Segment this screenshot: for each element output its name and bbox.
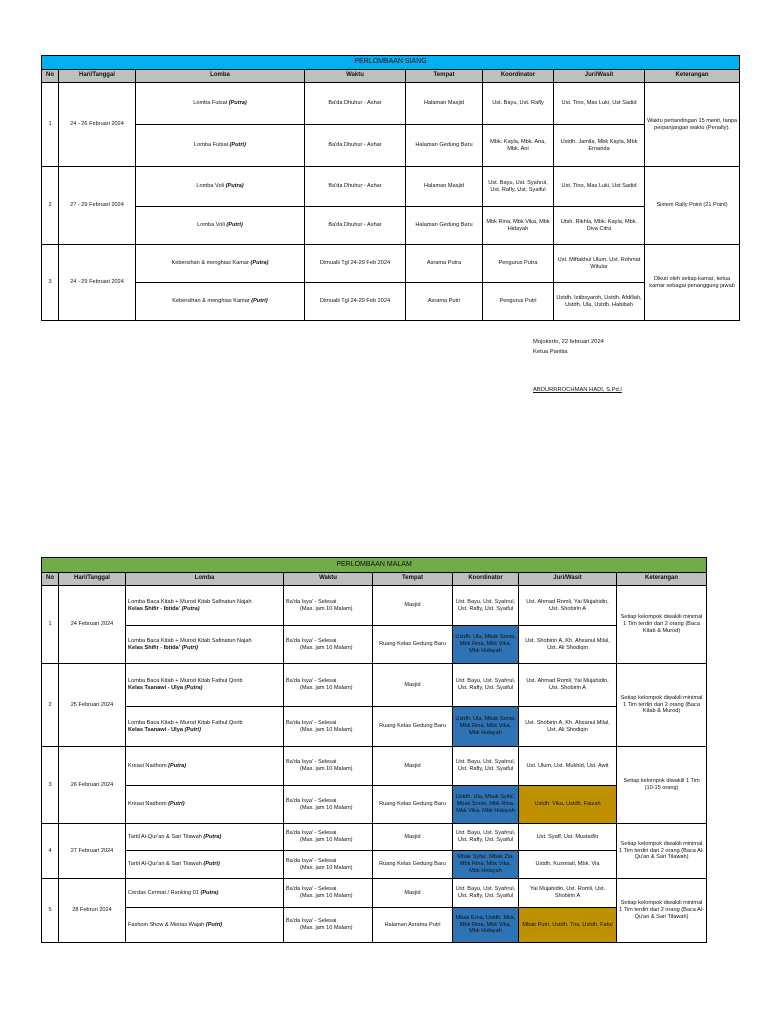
column-header: Lomba xyxy=(126,573,284,586)
row-number: 5 xyxy=(42,879,59,943)
lomba-cell xyxy=(136,125,305,167)
lomba-name: Fashoin Show & Merias Wajah xyxy=(128,921,206,928)
lomba-name: Lomba Baca Kitab + Murod Kitab Fathul Qorib xyxy=(128,678,243,685)
waktu-note: (Max. jam 10 Malam) xyxy=(300,726,353,733)
column-header: Keterangan xyxy=(645,70,740,83)
row-number: 2 xyxy=(42,167,59,245)
waktu-text: Ba'da Dhuhur - Ashar xyxy=(328,142,382,149)
signature-place-date: Mojokerto, 22 februari 2024 xyxy=(533,339,604,345)
lomba-kelas: Kelas Shifir - Ibtida' xyxy=(128,605,182,612)
signature-name: ABDURRROCHMAN HADI, S.Pd.I xyxy=(533,387,622,393)
lomba-kelas: Kelas Shifir - Ibtida' xyxy=(128,644,182,651)
column-header: No xyxy=(42,70,59,83)
column-header: Lomba xyxy=(136,70,305,83)
waktu-text: Dimualii Tgl 24-29 Feb 2024 xyxy=(319,260,391,267)
koordinator-cell: Mbak Syifa', Mbak Zia, Mbk Rina, Mbk Vika, Mbk Hidayah xyxy=(453,851,519,879)
waktu-text: Ba'da Isya' - Selesai xyxy=(286,857,337,864)
waktu-cell xyxy=(305,83,406,125)
table-row xyxy=(42,83,740,125)
lomba-name: Cerdas Cermat / Ranking 01 xyxy=(128,889,201,896)
koordinator-cell: Ustdh. Ula, Mbak Syifa', Mbak Sonia, Mbk Rina, Mbk Vika, Mbk Hidayah xyxy=(453,786,519,824)
juri-cell: Ust. Ahmad Romli, Yai Mujahidin, Ust. Shobirin A xyxy=(519,664,617,707)
tempat-cell: Masjid xyxy=(373,664,453,707)
waktu-text: Ba'da Isya' - Selesai xyxy=(286,886,337,893)
row-number: 1 xyxy=(42,83,59,167)
table-row xyxy=(42,747,707,786)
column-header: Tempat xyxy=(406,70,483,83)
lomba-tag: (Putri) xyxy=(184,726,201,733)
table-row xyxy=(42,851,707,879)
signature-role: Ketua Panitia xyxy=(533,349,568,355)
lomba-cell xyxy=(126,747,284,786)
juri-cell: Ustdh. Istibsyaroh, Ustdh. Afdillah, Ustdh. Ula, Ustdh. Habibah xyxy=(554,283,645,321)
lomba-cell xyxy=(126,908,284,943)
table-row xyxy=(42,245,740,283)
juri-cell: Ust. Syaff, Ust. Mustaďin xyxy=(519,824,617,851)
lomba-tag: (Putra) xyxy=(200,889,219,896)
juri-cell: Yai Mujahidin, Ust. Romli, Ust. Shobirin A xyxy=(519,879,617,908)
waktu-cell xyxy=(284,626,373,664)
table-row xyxy=(42,664,707,707)
lomba-name: Lomba Baca Kitab + Murod Kitab Fathul Qorib xyxy=(128,719,243,726)
lomba-tag: (Putra) xyxy=(203,833,222,840)
lomba-name: Lomba Voli xyxy=(196,183,226,190)
table-row xyxy=(42,125,740,167)
waktu-note: (Max. jam 10 Malam) xyxy=(300,804,353,811)
column-header: Juri/Wasit xyxy=(554,70,645,83)
waktu-cell xyxy=(284,707,373,747)
lomba-cell xyxy=(126,851,284,879)
lomba-tag: (Putri) xyxy=(168,801,185,808)
keterangan-cell: Setiap kelompok diwakili minimal 1 Tim terdiri dari 2 orang (Baca Al-Qu'an & Sari Tilawah) xyxy=(617,879,707,943)
row-number: 4 xyxy=(42,824,59,879)
lomba-kelas: Kelas Tsanawi - Ulya xyxy=(128,726,185,733)
lomba-name: Tartil Al-Qur'an & Sari Tilawah xyxy=(128,833,204,840)
koordinator-cell: Ust. Bayu, Ust. Syahrul, Ust. Rafly, Ust. Syaiful xyxy=(453,824,519,851)
column-header: Juri/Wasit xyxy=(519,573,617,586)
waktu-cell xyxy=(284,664,373,707)
koordinator-cell: Ustdh. Ula, Mbak Sonia, Mbk Rina, Mbk Vika, Mbk Hidayah xyxy=(453,707,519,747)
koordinator-cell: Mbk Rina, Mbk Vika, Mbk Hidayah xyxy=(483,207,554,245)
lomba-name: Kebersihan & menghias Kamar xyxy=(172,298,252,305)
lomba-cell xyxy=(126,586,284,626)
tempat-cell: Halaman Gedung Baru xyxy=(406,125,483,167)
waktu-cell xyxy=(284,824,373,851)
waktu-cell xyxy=(305,125,406,167)
lomba-tag: (Putri) xyxy=(181,644,199,651)
lomba-name: Lomba Baca Kitab + Murod Kitab Safinatun Najah xyxy=(128,637,252,644)
koordinator-cell: Mbk. Kayla, Mbk. Ana, Mbk. Ani xyxy=(483,125,554,167)
tempat-cell: Halaman Asrama Putri xyxy=(373,908,453,943)
lomba-tag: (Putri) xyxy=(226,222,243,229)
waktu-cell xyxy=(284,747,373,786)
row-date: 25 Februari 2024 xyxy=(59,664,126,747)
table-row xyxy=(42,824,707,851)
waktu-cell xyxy=(305,283,406,321)
juri-cell: Ust. Shobirin A, Kh. Ahsanul Milal, Ust. Ali Shodiqin xyxy=(519,707,617,747)
waktu-text: Ba'da Isya' - Selesai xyxy=(286,678,337,685)
lomba-name: Tartil Al-Qur'an & Sari Tilawah xyxy=(128,861,204,868)
waktu-note: (Max. jam 10 Malam) xyxy=(300,766,353,772)
waktu-text: Ba'da Isya' - Selesai xyxy=(286,637,337,644)
lomba-name: Lomba Voli xyxy=(197,222,227,229)
lomba-tag: (Putra) xyxy=(184,685,203,691)
waktu-note: (Max. jam 10 Malam) xyxy=(300,837,353,843)
koordinator-cell: Ust. Bayu, Ust. Syahrul, Ust. Rafly, Ust. Syaiful xyxy=(453,586,519,626)
waktu-note: (Max. jam 10 Malam) xyxy=(300,925,353,931)
lomba-tag: (Putra) xyxy=(250,260,269,267)
keterangan-cell: Setiap kelompok diwakili minimal 1 Tim terdiri dari 2 orang (Baca Kitab & Murod) xyxy=(617,664,707,747)
waktu-cell xyxy=(284,586,373,626)
row-date: 27 Februari 2024 xyxy=(59,824,126,879)
lomba-name: Lomba Futsal xyxy=(194,142,230,149)
tempat-cell: Masjid xyxy=(373,879,453,908)
row-date: 24 - 26 Februari 2024 xyxy=(59,83,136,167)
keterangan-cell: Setiap kelompok diwakili 1 Tim (10-15 orang) xyxy=(617,747,707,824)
tempat-cell: Ruang Kelas Gedung Baru xyxy=(373,786,453,824)
table-row xyxy=(42,626,707,664)
juri-cell: Ust. Miftakhul Ulum, Ust. Rohmat Witular xyxy=(554,245,645,283)
tempat-cell: Ruang Kelas Gedung Baru xyxy=(373,851,453,879)
lomba-cell xyxy=(136,167,305,207)
keterangan-cell: Setiap kelompok diwakili minimal 1 Tim terdiri dari 2 orang (Baca Kitab & Murod) xyxy=(617,586,707,664)
table-row xyxy=(42,879,707,908)
lomba-name: Kreasi Nadhom xyxy=(128,762,169,769)
lomba-name: Lomba Baca Kitab + Murod Kitab Safinatun Najah xyxy=(128,598,252,605)
lomba-name: Kebersihan & menghias Kamar xyxy=(171,260,251,267)
column-header: Hari/Tanggal xyxy=(59,70,136,83)
lomba-tag: (Putra) xyxy=(225,183,244,190)
koordinator-cell: Ust. Bayu, Ust. Rafly xyxy=(483,83,554,125)
table-row xyxy=(42,786,707,824)
waktu-cell xyxy=(284,908,373,943)
column-header: No xyxy=(42,573,59,586)
juri-cell: Ustdh. Vika, Ustdh. Faizah xyxy=(519,786,617,824)
table-row xyxy=(42,908,707,943)
waktu-text: Ba'da Isya' - Selesai xyxy=(286,719,337,726)
row-date: 26 Februari 2024 xyxy=(59,747,126,824)
lomba-tag: (Putra) xyxy=(181,605,200,612)
juri-cell: Ust. Ahmad Romli, Yai Mujahidin, Ust. Shobirin A xyxy=(519,586,617,626)
column-header: Waktu xyxy=(305,70,406,83)
koordinator-cell: Ust. Bayu, Ust. Syahrul, Ust. Rafly, Ust. Syaiful xyxy=(453,664,519,707)
table-row xyxy=(42,207,740,245)
tempat-cell: Halaman Masjid xyxy=(406,167,483,207)
koordinator-cell: Ust. Bayu, Ust. Syahrul, Ust. Rafly, Ust. Syaiful xyxy=(453,879,519,908)
waktu-text: Ba'da Isya' - Selesai xyxy=(286,918,337,925)
table-row xyxy=(42,707,707,747)
koordinator-cell: Ustdh. Ula, Mbak Sonia, Mbk Rina, Mbk Vika, Mbk Hidayah xyxy=(453,626,519,664)
column-header: Keterangan xyxy=(617,573,707,586)
juri-cell: Ust. Tino, Mas Luki, Ust Sadid xyxy=(554,167,645,207)
koordinator-cell: Ust. Bayu, Ust. Syahrul, Ust. Rafly, Ust. Syaiful xyxy=(483,167,554,207)
lomba-tag: (Putri) xyxy=(203,861,220,868)
keterangan-cell: Waktu pertandingan 15 menit, tanpa perpanjangan waktu (Penalty). xyxy=(645,83,740,167)
table-row xyxy=(42,586,707,626)
lomba-cell xyxy=(126,824,284,851)
juri-cell: Ust. Shobirin A, Kh. Ahsanul Milal, Ust. Ali Shodiqin xyxy=(519,626,617,664)
lomba-tag: (Putri) xyxy=(229,142,246,149)
lomba-cell xyxy=(136,83,305,125)
keterangan-cell: Dikuti oleh setiap kamar, ketua kamar sebagai penanggung jawab xyxy=(645,245,740,321)
waktu-text: Ba'da Isya' - Selesai xyxy=(286,759,337,766)
waktu-text: Ba'da Dhuhur - Ashar xyxy=(328,222,382,229)
lomba-tag: (Putra) xyxy=(168,762,187,769)
waktu-note: (Max. jam 10 Malam) xyxy=(300,893,353,899)
row-number: 2 xyxy=(42,664,59,747)
waktu-note: (Max. jam 10 Malam) xyxy=(300,685,353,691)
lomba-cell xyxy=(126,664,284,707)
juri-cell: Utsh. Rikhla, Mbk. Kayla, Mbk. Diva Citra xyxy=(554,207,645,245)
row-date: 27 - 29 Februari 2024 xyxy=(59,167,136,245)
keterangan-cell: Setiap kelompok diwakili minimal 1 Tim terdiri dari 2 orang (Baca Al-Qu'an & Sari Tilawah) xyxy=(617,824,707,879)
lomba-cell xyxy=(136,283,305,321)
tempat-cell: Ruang Kelas Gedung Baru xyxy=(373,707,453,747)
lomba-cell xyxy=(126,626,284,664)
malam-table xyxy=(41,557,707,943)
tempat-cell: Masjid xyxy=(373,586,453,626)
waktu-text: Dimualii Tgl 24-29 Feb 2024 xyxy=(319,298,391,305)
row-date: 28 Februri 2024 xyxy=(59,879,126,943)
lomba-cell xyxy=(136,207,305,245)
row-number: 3 xyxy=(42,747,59,824)
waktu-cell xyxy=(284,879,373,908)
waktu-cell xyxy=(305,207,406,245)
tempat-cell: Halaman Gedung Baru xyxy=(406,207,483,245)
lomba-name: Kreasi Nadhom xyxy=(128,801,169,808)
waktu-cell xyxy=(305,167,406,207)
lomba-kelas: Kelas Tsanawi - Ulya xyxy=(128,685,185,691)
table-row xyxy=(42,283,740,321)
row-date: 24 - 29 Februari 2024 xyxy=(59,245,136,321)
tempat-cell: Masjid xyxy=(373,824,453,851)
lomba-cell xyxy=(126,879,284,908)
juri-cell: Ustdh. Kusmiati, Mbk. Via xyxy=(519,851,617,879)
waktu-text: Ba'da Isya' - Selesai xyxy=(286,830,337,837)
keterangan-cell: Sistem Rally Point (21 Point) xyxy=(645,167,740,245)
koordinator-cell: Pengurus Putra xyxy=(483,245,554,283)
lomba-tag: (Putra) xyxy=(228,100,247,107)
column-header: Hari/Tanggal xyxy=(59,573,126,586)
row-date: 24 Februari 2024 xyxy=(59,586,126,664)
tempat-cell: Halaman Masjid xyxy=(406,83,483,125)
juri-cell: Ust. Ulum, Ust. Mukhid, Ust. Awit xyxy=(519,747,617,786)
waktu-cell xyxy=(284,851,373,879)
juri-cell: Mbak Putri, Ustdh. Tria, Ustdh. Fatul xyxy=(519,908,617,943)
juri-cell: Ust. Tino, Mas Luki, Ust Sadid xyxy=(554,83,645,125)
koordinator-cell: Mbak Erna, Ustdh. Mila, Mbk Rina, Mbk Vika, Mbk Hidayah xyxy=(453,908,519,943)
waktu-text: Ba'da Isya' - Selesai xyxy=(286,797,337,804)
malam-title: PERLOMBAAN MALAM xyxy=(42,558,707,573)
tempat-cell: Masjid xyxy=(373,747,453,786)
waktu-text: Ba'da Dhuhur - Ashar xyxy=(328,100,382,107)
row-number: 1 xyxy=(42,586,59,664)
lomba-cell xyxy=(136,245,305,283)
waktu-text: Ba'da Isya' - Selesai xyxy=(286,598,337,605)
tempat-cell: Ruang Kelas Gedung Baru xyxy=(373,626,453,664)
tempat-cell: Asrama Putra xyxy=(406,245,483,283)
waktu-cell xyxy=(284,786,373,824)
waktu-note: (Max. jam 10 Malam) xyxy=(300,644,353,651)
waktu-note: (Max. jam 10 Malam) xyxy=(300,605,353,612)
waktu-cell xyxy=(305,245,406,283)
siang-title: PERLOMBAAN SIANG xyxy=(42,56,740,70)
lomba-tag: (Putri) xyxy=(251,298,268,305)
koordinator-cell: Ust. Bayu, Ust. Syahrul, Ust. Rafly, Ust. Syaiful xyxy=(453,747,519,786)
siang-table xyxy=(41,55,740,321)
lomba-tag: (Putri) xyxy=(205,921,223,928)
table-row xyxy=(42,167,740,207)
waktu-note: (Max. jam 10 Malam) xyxy=(300,864,353,871)
row-number: 3 xyxy=(42,245,59,321)
column-header: Koordinator xyxy=(483,70,554,83)
column-header: Waktu xyxy=(284,573,373,586)
column-header: Tempat xyxy=(373,573,453,586)
lomba-cell xyxy=(126,786,284,824)
juri-cell: Ustdh. Jamila, Mbk Kayla, Mbk Ernanda xyxy=(554,125,645,167)
column-header: Koordinator xyxy=(453,573,519,586)
koordinator-cell: Pengurus Putri xyxy=(483,283,554,321)
lomba-cell xyxy=(126,707,284,747)
lomba-name: Lomba Futsal xyxy=(193,100,229,107)
tempat-cell: Asrama Putri xyxy=(406,283,483,321)
waktu-text: Ba'da Dhuhur - Ashar xyxy=(328,183,382,190)
